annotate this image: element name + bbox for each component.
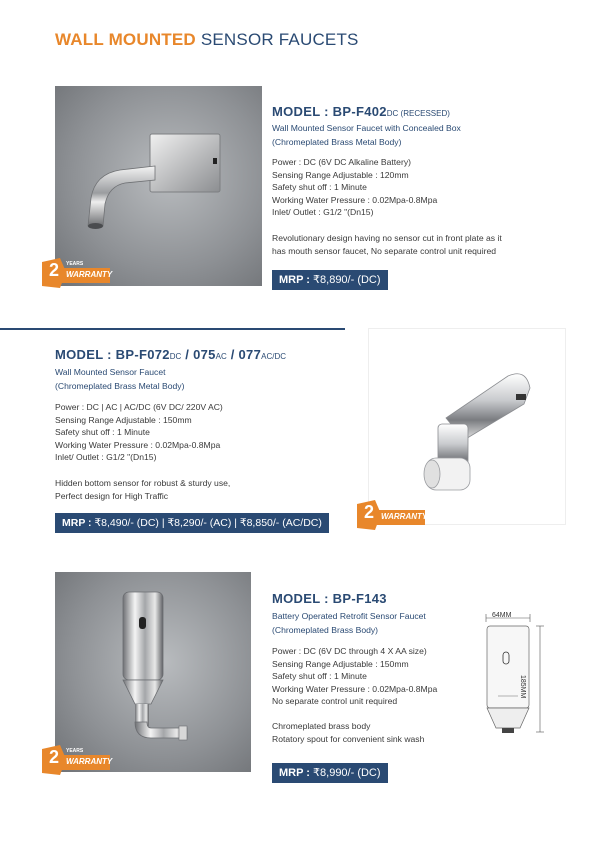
model-title-bp-f402 — [272, 104, 450, 119]
spec-item: Working Water Pressure : 0.02Mpa-0.8Mpa — [55, 439, 221, 450]
spec-list — [272, 156, 572, 219]
mrp-label: MRP : — [62, 517, 92, 529]
page-title — [55, 30, 359, 50]
product-subtitle — [55, 365, 345, 393]
product-photo-bp-f143 — [55, 572, 251, 772]
spec-item: Safety shut off : 1 Minute — [272, 182, 367, 192]
spec-item: Power : DC (6V DC Alkaline Battery) — [272, 157, 411, 167]
model-title-bp-f072 — [55, 347, 286, 362]
product-description — [55, 477, 345, 502]
model-suffix-c: AC/DC — [261, 352, 287, 361]
title-rest: SENSOR FAUCETS — [200, 30, 359, 49]
dimension-height: 185MM — [519, 675, 526, 699]
warranty-number: 2 — [364, 502, 375, 522]
spec-item: No separate control unit required — [272, 696, 398, 706]
mrp-label: MRP : — [279, 767, 310, 779]
warranty-label: WARRANTY — [66, 270, 113, 279]
section-divider — [0, 328, 345, 330]
spec-item: Power : DC (6V DC through 4 X AA size) — [272, 646, 427, 656]
warranty-label: WARRANTY — [381, 512, 428, 521]
dimension-width: 64MM — [492, 612, 512, 619]
mrp-value: ₹8,490/- (DC) | ₹8,290/- (AC) | ₹8,850/- (AC/DC) — [91, 517, 322, 529]
mrp-price-badge — [272, 763, 388, 783]
faucet-f402-illustration — [55, 86, 262, 286]
description-line: Hidden bottom sensor for robust & sturdy use, — [55, 478, 231, 488]
product-description — [272, 720, 482, 745]
description-line: Perfect design for High Traffic — [55, 490, 169, 501]
spec-list — [272, 645, 482, 708]
spec-item: Safety shut off : 1 Minute — [55, 427, 150, 437]
spec-item: Power : DC | AC | AC/DC (6V DC/ 220V AC) — [55, 402, 223, 412]
model-title-bp-f143: MODEL : BP-F143 — [272, 591, 387, 606]
product-description — [272, 232, 572, 257]
mrp-price-badge — [272, 270, 388, 290]
warranty-number: 2 — [49, 747, 60, 767]
model-number-c: / 077 — [226, 347, 262, 362]
product-photo-bp-f402 — [55, 86, 262, 286]
model-suffix-b: AC — [215, 352, 227, 361]
mrp-value: ₹8,890/- (DC) — [309, 274, 381, 286]
product-subtitle — [272, 609, 482, 637]
spec-item: Sensing Range Adjustable : 120mm — [272, 169, 409, 180]
mrp-label: MRP : — [279, 274, 310, 286]
mrp-value: ₹8,990/- (DC) — [309, 767, 381, 779]
description-line: Chromeplated brass body — [272, 721, 371, 731]
model-number-a: MODEL : BP-F072 — [55, 347, 170, 362]
description-line: Revolutionary design having no sensor cut in front plate as it — [272, 233, 502, 243]
spec-item: Working Water Pressure : 0.02Mpa-0.8Mpa — [272, 194, 438, 205]
dimension-drawing — [478, 610, 550, 745]
warranty-years: YEARS — [381, 503, 399, 509]
subtitle-line-1: Wall Mounted Sensor Faucet with Concealed Box — [272, 123, 461, 133]
spec-item: Inlet/ Outlet : G1/2 "(Dn15) — [55, 452, 157, 462]
spec-item: Sensing Range Adjustable : 150mm — [55, 414, 192, 425]
product-photo-bp-f072 — [368, 328, 566, 525]
spec-item: Safety shut off : 1 Minute — [272, 671, 367, 681]
title-highlight: WALL MOUNTED — [55, 30, 196, 49]
warranty-number: 2 — [49, 260, 60, 280]
spec-item: Sensing Range Adjustable : 150mm — [272, 658, 409, 669]
subtitle-line-1: Wall Mounted Sensor Faucet — [55, 367, 166, 377]
subtitle-line-2: (Chromeplated Brass Metal Body) — [272, 137, 402, 147]
spec-list — [55, 401, 345, 464]
model-number-b: / 075 — [181, 347, 216, 362]
model-suffix-a: DC — [169, 352, 182, 361]
description-line: Rotatory spout for convenient sink wash — [272, 733, 425, 744]
faucet-f143-illustration — [55, 572, 251, 772]
mrp-price-badge — [55, 513, 329, 533]
subtitle-line-1: Battery Operated Retrofit Sensor Faucet — [272, 611, 426, 621]
faucet-f072-illustration — [368, 328, 566, 525]
model-number: MODEL : BP-F402 — [272, 104, 387, 119]
warranty-years: YEARS — [66, 261, 84, 267]
model-suffix: DC (RECESSED) — [386, 109, 450, 118]
spec-item: Working Water Pressure : 0.02Mpa-0.8Mpa — [272, 683, 438, 694]
warranty-years: YEARS — [66, 748, 84, 754]
description-line: has mouth sensor faucet, No separate control unit required — [272, 245, 497, 256]
product-subtitle — [272, 121, 572, 149]
subtitle-line-2: (Chromeplated Brass Body) — [272, 625, 379, 635]
spec-item: Inlet/ Outlet : G1/2 "(Dn15) — [272, 207, 374, 217]
subtitle-line-2: (Chromeplated Brass Metal Body) — [55, 381, 185, 391]
warranty-label: WARRANTY — [66, 757, 113, 766]
